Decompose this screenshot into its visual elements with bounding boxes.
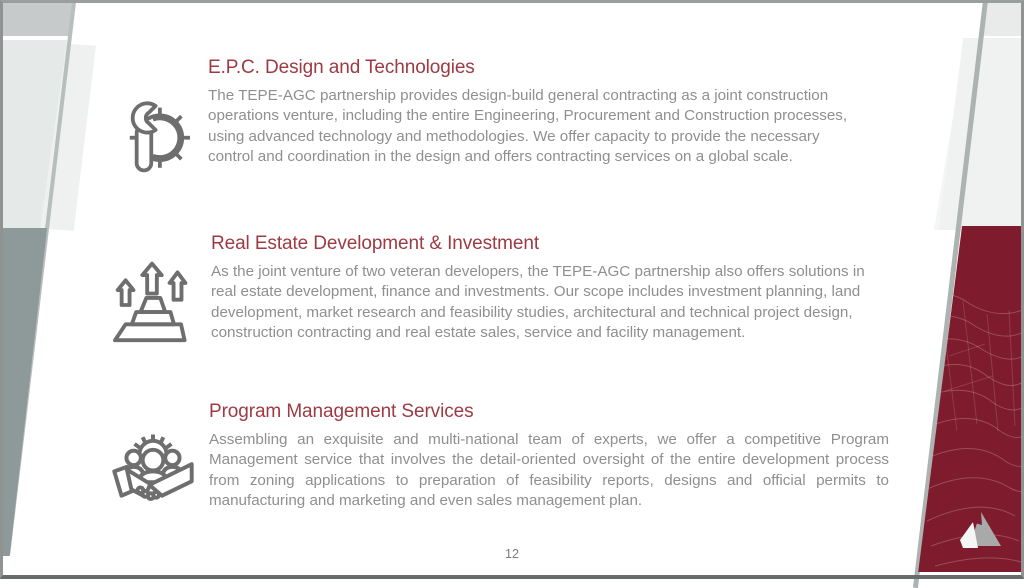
growth-steps-icon xyxy=(108,258,196,352)
section-title: E.P.C. Design and Technologies xyxy=(208,57,475,78)
section-title: Program Management Services xyxy=(209,401,474,422)
wrench-gear-icon xyxy=(110,92,196,180)
service-section-program-mgmt xyxy=(209,401,889,511)
maroon-accent-panel xyxy=(915,226,1022,572)
left-top-band-shape xyxy=(3,3,75,36)
section-body: The TEPE-AGC partnership provides design-build general contracting as a joint construction operations venture, including the entire Engineering, Procurement and Construction processes, using advanced technology and methodologies. We offer capacity to provide the necessary control and coordination in the design and offers contracting services on a global scale. xyxy=(208,87,848,165)
section-body: As the joint venture of two veteran developers, the TEPE-AGC partnership also offers solutions in real estate development, finance and investments. Our scope includes investment planning, land development, market research and feasibility studies, architectural and technical project design, construction contracting and real estate sales, service and facility management. xyxy=(211,263,865,341)
section-body: Assembling an exquisite and multi-national team of experts, we offer a competitive Program Management service that involves the detail-oriented oversight of the entire development process from zoning applications to preparation of feasibility reports, designs and official permits to manufacturing and marketing and even sales management plan. xyxy=(209,431,889,509)
section-title: Real Estate Development & Investment xyxy=(211,233,540,254)
pyramid-logo xyxy=(959,510,1003,550)
team-handshake-gear-icon xyxy=(108,428,198,522)
page-number: 12 xyxy=(505,547,519,561)
service-section-real-estate xyxy=(211,233,891,343)
service-section-epc xyxy=(208,57,856,167)
